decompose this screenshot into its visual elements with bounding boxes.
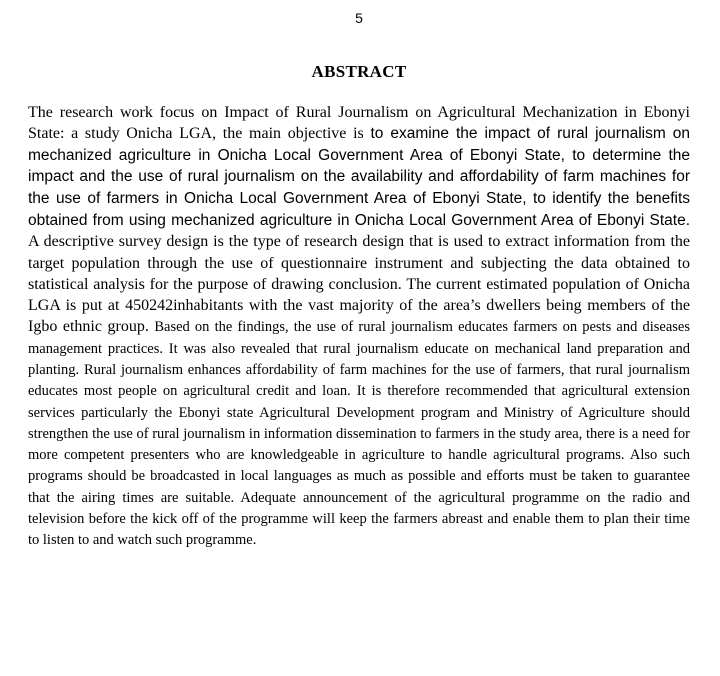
page-number: 5 [355, 10, 363, 26]
abstract-text-serif-small-run: Based on the findings, the use of rural journalism educates farmers on pests and diseases management practices. It was also revealed that rural journalism educate on mechanical land preparation and planting. Rural journalism enhances affordability of farm machines for the use of farmers, that rural journalism educates most people on agricultural credit and loan. It is therefore recommended that agricultural extension services particularly the Ebonyi state Agricultural Development program and Ministry of Agriculture should strengthen the use of rural journalism in information dissemination to farmers in the study area, there is a need for more competent presenters who are knowledgeable in agriculture to handle agricultural programs. Also such programs should be broadcasted in local languages as much as possible and efforts must be taken to guarantee that the airing times are suitable. Adequate announcement of the agricultural programme on the radio and television before the kick off of the programme will keep the farmers abreast and enable them to plan their time to listen to and watch such programme. [28, 319, 690, 549]
abstract-heading: ABSTRACT [311, 62, 407, 81]
abstract-text-serif-run-1: The research work focus on Impact of Rural Journalism on Agricultural Mechanization in Ebonyi State: a study Onicha LGA, the main objective is [28, 104, 690, 143]
abstract-text-serif-run-2: A descriptive survey design is the type of research design that is used to extract information from the target population through the use of questionnaire instrument and subjecting the data obtained to statistical analysis for the purpose of drawing conclusion. The current estimated population of Onicha LGA is put at 450242inhabitants with the vast majority of the area’s dwellers being members of the Igbo ethnic group. [28, 233, 690, 336]
abstract-text-sans-run: to examine the impact of rural journalism on mechanized agriculture in Onicha Local Government Area of Ebonyi State, to determine the impact and the use of rural journalism on the availability and affordability of farm machines for the use of farmers in Onicha Local Government Area of Ebonyi State, to identify the benefits obtained from using mechanized agriculture in Onicha Local Government Area of Ebonyi State. [28, 125, 690, 229]
abstract-paragraph [28, 102, 690, 550]
